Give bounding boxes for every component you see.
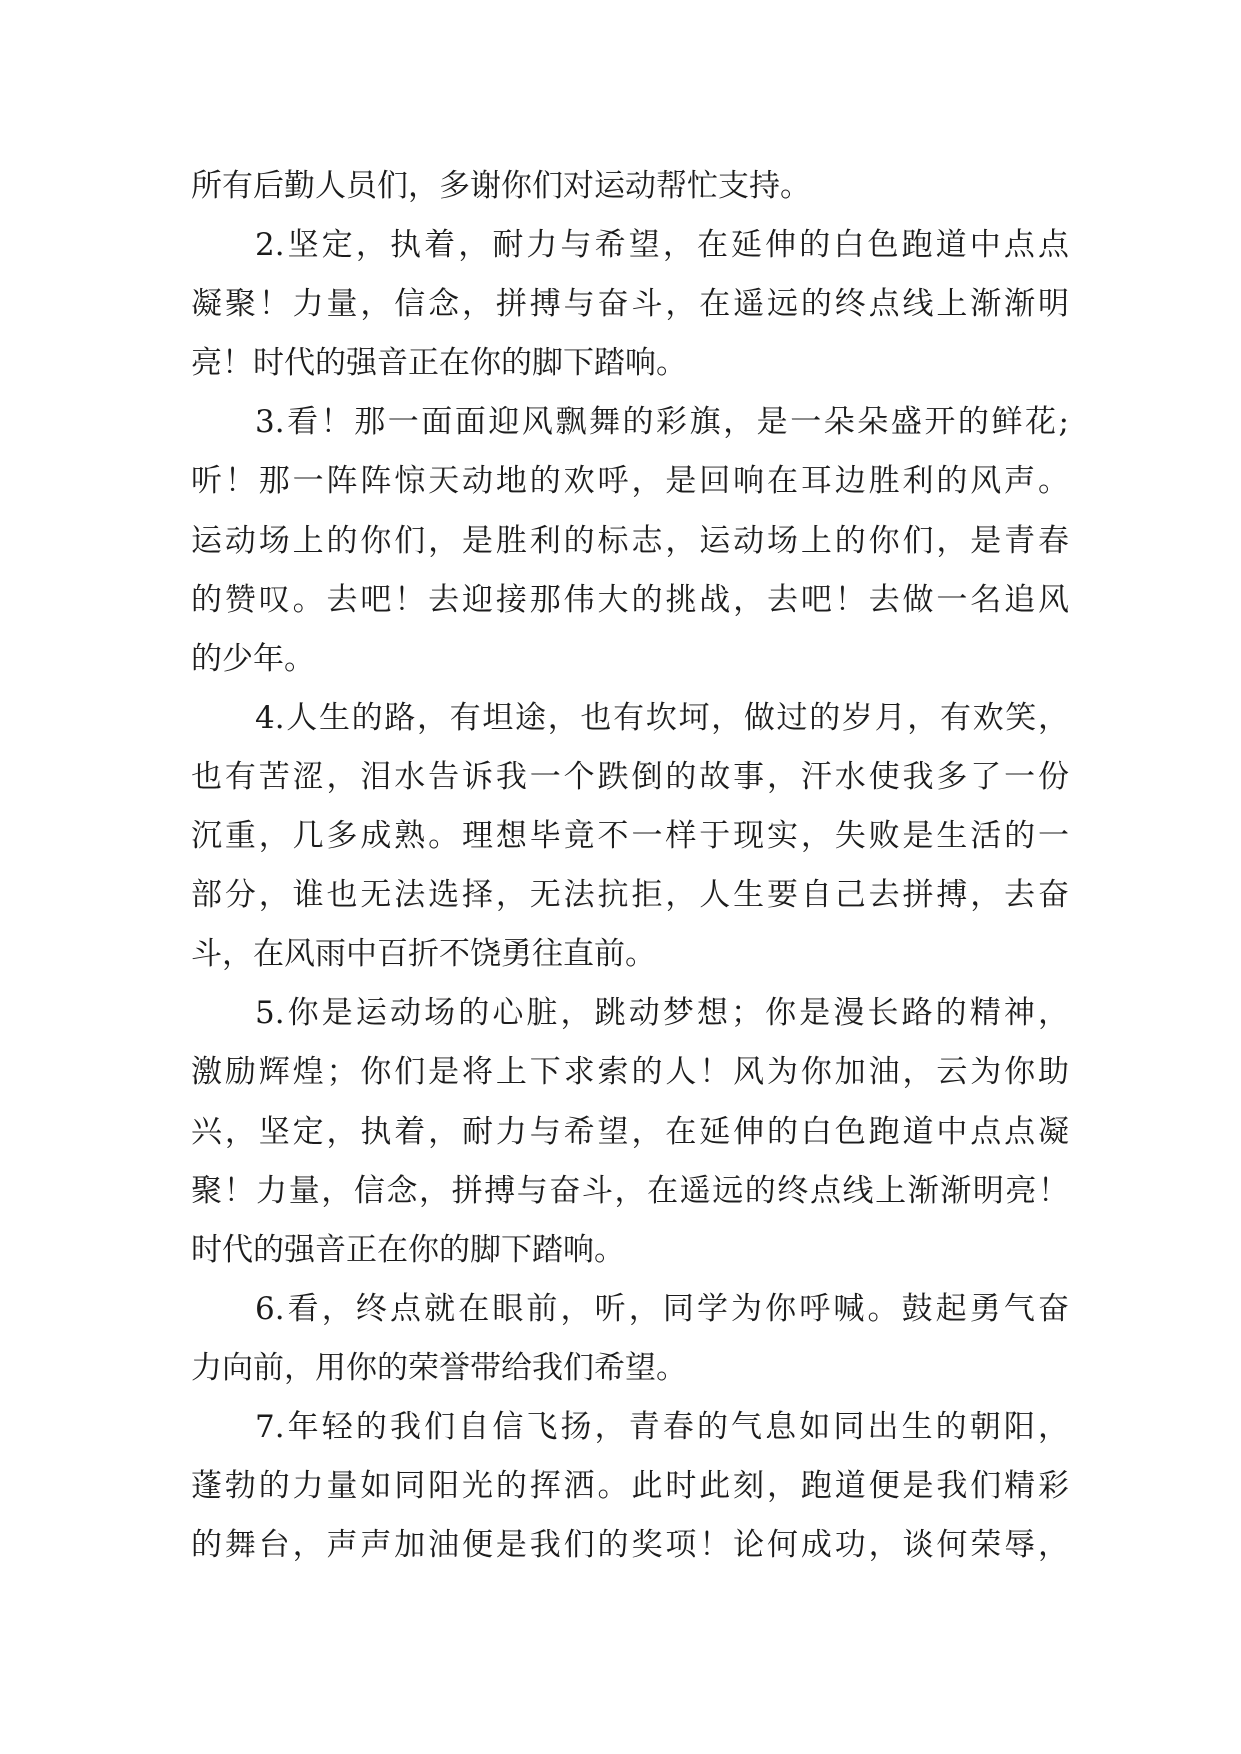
paragraph: [191, 216, 1069, 393]
text-line: 3.看！那一面面迎风飘舞的彩旗，是一朵朵盛开的鲜花;: [255, 404, 1069, 441]
paragraph: [191, 984, 1069, 1279]
text-line: 斗，在风雨中百折不饶勇往直前。: [191, 936, 656, 973]
text-line: 运动场上的你们，是胜利的标志，运动场上的你们，是青春: [191, 522, 1069, 559]
text-line: 7.年轻的我们自信飞扬，青春的气息如同出生的朝阳，: [255, 1408, 1069, 1445]
paragraph: [191, 1398, 1069, 1575]
text-line: 的舞台，声声加油便是我们的奖项！论何成功，谈何荣辱，: [191, 1527, 1069, 1564]
text-line: 蓬勃的力量如同阳光的挥洒。此时此刻，跑道便是我们精彩: [191, 1468, 1069, 1505]
text-line: 沉重，几多成熟。理想毕竟不一样于现实，失败是生活的一: [191, 818, 1069, 855]
paragraph: [191, 1280, 1069, 1398]
text-line: 所有后勤人员们，多谢你们对运动帮忙支持。: [191, 168, 811, 204]
text-line: 兴，坚定，执着，耐力与希望，在延伸的白色跑道中点点凝: [191, 1113, 1069, 1150]
text-line: 激励辉煌；你们是将上下求索的人！风为你加油，云为你助: [191, 1054, 1069, 1091]
paragraph: [191, 393, 1069, 688]
text-line: 聚！力量，信念，拼搏与奋斗，在遥远的终点线上渐渐明亮！: [191, 1172, 1069, 1209]
text-line: 5.你是运动场的心脏，跳动梦想；你是漫长路的精神，: [255, 995, 1069, 1032]
text-line: 凝聚！力量，信念，拼搏与奋斗，在遥远的终点线上渐渐明: [191, 286, 1069, 323]
text-line: 听！那一阵阵惊天动地的欢呼，是回响在耳边胜利的风声。: [191, 463, 1069, 500]
text-line: 2.坚定，执着，耐力与希望，在延伸的白色跑道中点点: [255, 227, 1069, 264]
text-line: 的赞叹。去吧！去迎接那伟大的挑战，去吧！去做一名追风: [191, 581, 1069, 618]
paragraph: [191, 157, 1069, 216]
text-line: 亮！时代的强音正在你的脚下踏响。: [191, 345, 687, 382]
text-line: 时代的强音正在你的脚下踏响。: [191, 1231, 625, 1268]
document-body: [191, 157, 1069, 1575]
text-line: 6.看，终点就在眼前，听，同学为你呼喊。鼓起勇气奋: [255, 1290, 1069, 1327]
text-line: 力向前，用你的荣誉带给我们希望。: [191, 1349, 687, 1386]
text-line: 也有苦涩，泪水告诉我一个跌倒的故事，汗水使我多了一份: [191, 758, 1069, 795]
text-line: 4.人生的路，有坦途，也有坎坷，做过的岁月，有欢笑，: [255, 699, 1069, 736]
text-line: 部分，谁也无法选择，无法抗拒，人生要自己去拼搏，去奋: [191, 877, 1069, 914]
text-line: 的少年。: [191, 640, 315, 677]
paragraph: [191, 689, 1069, 984]
